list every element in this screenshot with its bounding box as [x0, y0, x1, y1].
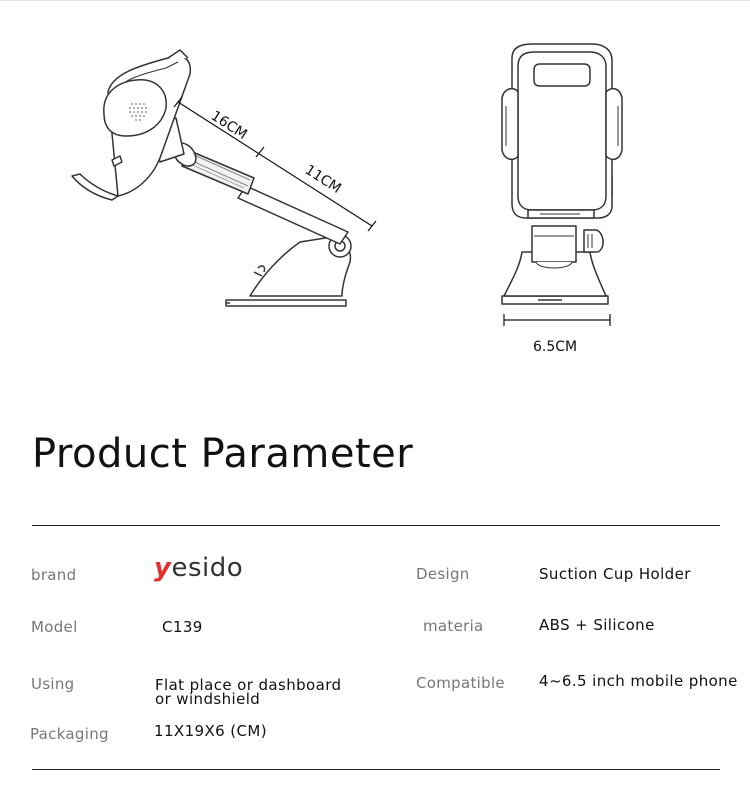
using-label: Using	[31, 675, 75, 693]
front-view-holder	[502, 44, 622, 304]
dimension-label-16cm: 16CM	[207, 107, 250, 143]
model-label: Model	[31, 618, 78, 636]
yesido-brand-logo	[154, 553, 243, 583]
design-label: Design	[416, 565, 470, 583]
section-title: Product Parameter	[32, 431, 414, 477]
product-dimension-drawing	[0, 0, 750, 400]
brand-logo-y: y	[154, 553, 172, 583]
using-value-line1: Flat place or dashboard	[155, 676, 342, 694]
compatible-value: 4~6.5 inch mobile phone	[539, 672, 738, 690]
material-value: ABS + Silicone	[539, 616, 655, 634]
model-value: C139	[162, 618, 203, 636]
brand-logo-text: esido	[171, 553, 244, 583]
material-label: materia	[423, 617, 484, 635]
table-bottom-rule	[32, 769, 720, 770]
using-value-line2: or windshield	[155, 690, 261, 708]
compatible-label: Compatible	[416, 674, 505, 692]
design-value: Suction Cup Holder	[539, 565, 691, 583]
dimension-label-11cm: 11CM	[301, 161, 344, 197]
packaging-value: 11X19X6 (CM)	[154, 722, 267, 740]
dimension-label-6-5cm: 6.5CM	[533, 339, 578, 355]
table-top-rule	[32, 525, 720, 526]
brand-label: brand	[31, 566, 77, 584]
packaging-label: Packaging	[30, 725, 109, 743]
front-dimension-line	[504, 314, 610, 326]
